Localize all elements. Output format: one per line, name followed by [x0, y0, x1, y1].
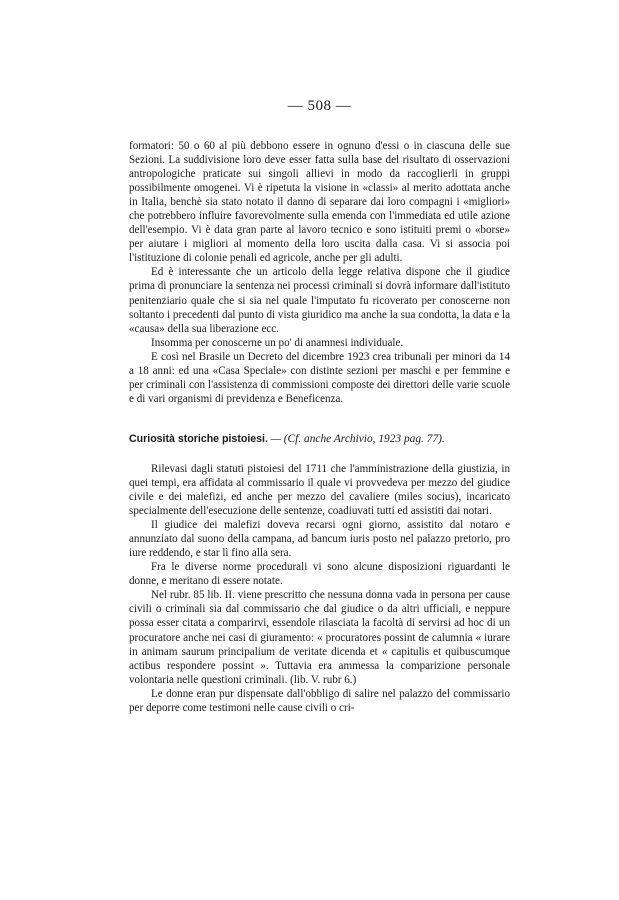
paragraph: Rilevasi dagli statuti pistoiesi del 1711 che l'amministrazione della giustizia, in quei tempi, era affidata al commissario il quale vi provvedeva per mezzo del giudice civile e dei malefizi, ed anche per mezzo del cavaliere (miles socius), incaricato specialmente dell'esecuzione delle sentenze, coadiuvati tutti ed assistiti dai notari. — [129, 462, 510, 518]
section-heading — [129, 432, 510, 446]
page-number: — 508 — — [287, 98, 352, 114]
document-page — [129, 98, 510, 715]
section-brasile-text — [129, 139, 510, 406]
paragraph: Il giudice dei malefizi doveva recarsi ogni giorno, assistito dal notaro e annunziato dal suono della campana, ad bancum iuris posto nel palazzo pretorio, pro iure reddendo, e star lì fino alla sera. — [129, 519, 510, 560]
section-heading-reference: — (Cf. anche Archivio, 1923 pag. 77). — [267, 432, 445, 445]
paragraph: E così nel Brasile un Decreto del dicembre 1923 crea tribunali per minori da 14 a 18 anni: ed una «Casa Speciale» con distinte sezioni per maschi e per femmine e per criminali con l'assistenza di commissioni composte dei direttori delle varie scuole e di vari organismi di previdenza e Beneficenza. — [129, 350, 510, 405]
section-pistoia-text — [129, 462, 510, 715]
section-heading-title: Curiosità storiche pistoiesi. — [129, 432, 268, 445]
paragraph: formatori: 50 o 60 al più debbono essere in ognuno d'essi o in ciascuna delle sue Sezioni. La suddivisione loro deve esser fatta sulla base del risultato di osservazioni antropologiche praticate sui singoli allievi in modo da raccoglierli in gruppi possibilmente omogenei. Vi è ripetuta la visione in «classi» al merito adottata anche in Italia, benchè sia stato notato il danno di separare dai loro compagni i «migliori» che potrebbero influire favorevolmente sulla emenda con l'immediata ed utile azione dell'esempio. Vi è data gran parte al lavoro tecnico e sono istituiti premi o «borse» per aiutare i migliori al momento della loro uscita dalla casa. Vi si associa poi l'istituzione di colonie penali ed agricole, anche per gli adulti. — [129, 140, 510, 265]
paragraph: Nel rubr. 85 lib. II. viene prescritto che nessuna donna vada in persona per cause civili o criminali sia dal commissario che dal giudice o da altri ufficiali, e neppure possa esser citata a comparirvi, essendole rilasciata la facoltà di servirsi ad hoc di un procuratore anche nei casi di giuramento: « procuratores possint de calumnia « iurare in animam saurum principalium de veritate dicenda et « capitulis et quibuscumque actibus respondere possint ». Tuttavia era ammessa la comparizione personale volontaria nelle questioni criminali. (lib. V. rubr 6.) — [129, 589, 510, 686]
paragraph: Fra le diverse norme procedurali vi sono alcune disposizioni riguardanti le donne, e meritano di essere notate. — [129, 561, 510, 588]
paragraph: Insomma per conoscerne un po' di anamnesi individuale. — [151, 336, 404, 349]
paragraph: Ed è interessante che un articolo della legge relativa dispone che il giudice prima di pronunciare la sentenza nei processi criminali si dovrà informare dall'istituto penitenziario quale che si sia nel quale l'imputato fu ricoverato per conoscerne non soltanto i precedenti dal punto di vista giuridico ma anche la sua condotta, la data e la «causa» della sua liberazione ecc. — [129, 266, 510, 335]
paragraph: Le donne eran pur dispensate dall'obbligo di salire nel palazzo del commissario per deporre come testimoni nelle cause civili o cri- — [129, 687, 510, 714]
